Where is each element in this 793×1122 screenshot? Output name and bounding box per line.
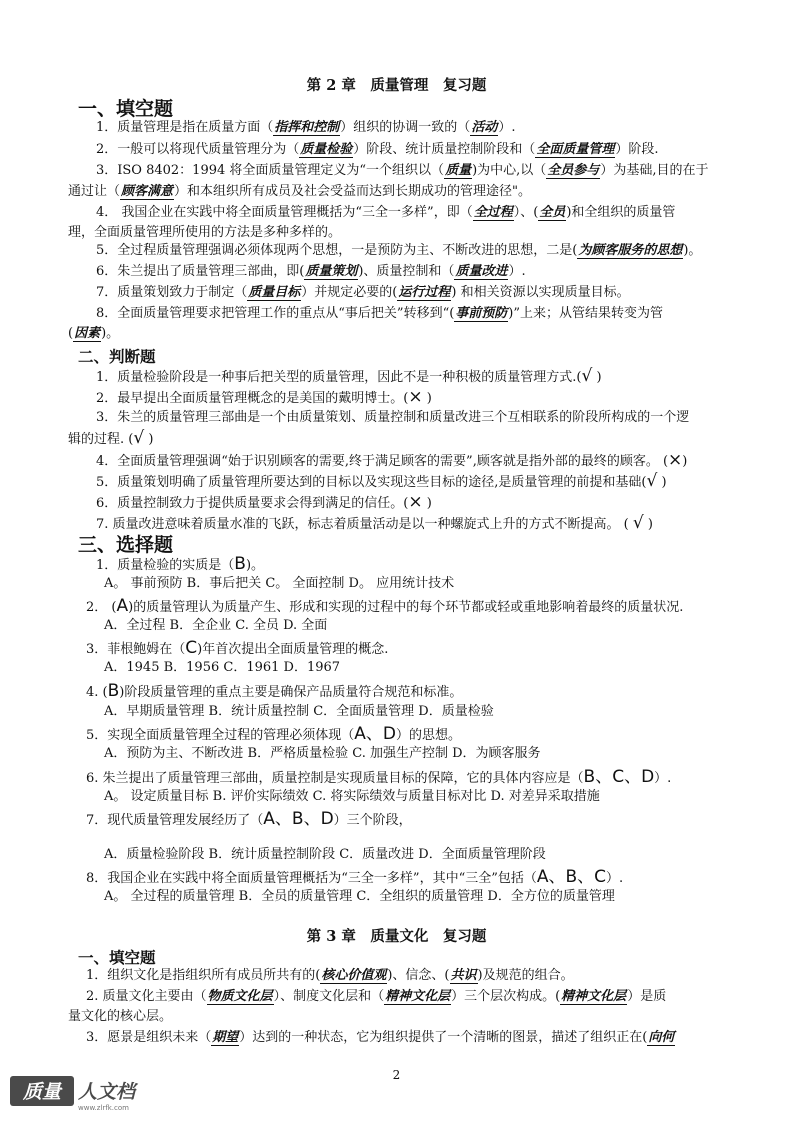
fill-q8-line2: (因素)。 [68,326,120,341]
choice-q2-options: A．全过程 B．全企业 C. 全员 D. 全面 [104,618,328,633]
choice-q1: 1．质量检验的实质是（B)。 [96,554,265,574]
choice-q8: 8．我国企业在实践中将全面质量管理概括为“三全一多样”，其中“三全”包括（A、B、C）. [86,867,624,887]
fill-q4-line2: 理，全面质量管理所使用的方法是多种多样的。 [68,225,342,240]
page-number: 2 [392,1068,401,1082]
section-judge-heading: 二、判断题 [78,347,156,366]
choice-q2: 2． (A)的质量管理认为质量产生、形成和实现的过程中的每个环节都或轻或重地影响着最终的质量状况. [86,596,684,616]
choice-q7-options: A．质量检验阶段 B．统计质量控制阶段 C．质量改进 D．全面质量管理阶段 [104,847,546,862]
judge-q6: 6．质量控制致力于提供质量要求会得到满足的信任。(× ) [96,492,432,512]
fill-q7: 7．质量策划致力于制定（质量目标）并规定必要的(运行过程) 和相关资源以实现质量目标。 [96,285,630,300]
fill-q4-line1: 4． 我国企业在实践中将全面质量管理概括为“三全一多样”，即（全过程）、(全员)和全组织的质量管 [96,205,676,220]
section-fill-heading: 一、填空题 [78,98,174,120]
chapter-3-title: 第 3 章 质量文化 复习题 [306,928,487,945]
judge-q1: 1．质量检验阶段是一种事后把关型的质量管理，因此不是一种积极的质量管理方式.(√ ) [96,366,602,386]
watermark-logo [10,1074,156,1114]
section-choice-heading: 三、选择题 [78,534,174,556]
choice-q3-options: A．1945 B．1956 C．1961 D．1967 [104,660,341,675]
ch3-fill-q2-line1: 2. 质量文化主要由（物质文化层）、制度文化层和（精神文化层）三个层次构成。(精神文化层）是质 [86,989,667,1004]
judge-q7: 7. 质量改进意味着质量水准的飞跃，标志着质量活动是以一种螺旋式上升的方式不断提高。 ( √ ) [96,513,653,533]
choice-q7: 7．现代质量管理发展经历了（A、B、D）三个阶段， [86,809,412,829]
logo-url: www.zlrfk.com [78,1104,129,1112]
judge-q3-line2: 辑的过程. (√ ) [68,428,154,448]
fill-q1: 1．质量管理是指在质量方面（指挥和控制）组织的协调一致的（活动）. [96,120,516,135]
judge-q2: 2．最早提出全面质量管理概念的是美国的戴明博士。(× ) [96,387,432,407]
choice-q1-options: A。 事前预防 B．事后把关 C。 全面控制 D。 应用统计技术 [104,576,455,591]
choice-q8-options: A。 全过程的质量管理 B．全员的质量管理 C．全组织的质量管理 D．全方位的质量管理 [104,889,615,904]
chapter-2-title: 第 2 章 质量管理 复习题 [306,77,487,94]
choice-q5-options: A．预防为主、不断改进 B．严格质量检验 C. 加强生产控制 D．为顾客服务 [104,746,541,761]
choice-q4: 4. (B)阶段质量管理的重点主要是确保产品质量符合规范和标准。 [86,681,463,701]
choice-q3: 3．菲根鲍姆在（C)年首次提出全面质量管理的概念. [86,638,389,658]
ch3-fill-q3: 3．愿景是组织未来（期望）达到的一种状态，它为组织提供了一个清晰的图景，描述了组织正在(向何 [86,1030,675,1045]
choice-q4-options: A．早期质量管理 B．统计质量控制 C．全面质量管理 D．质量检验 [104,704,494,719]
section-fill-heading-ch3: 一、填空题 [78,948,156,967]
fill-q5: 5．全过程质量管理强调必须体现两个思想，一是预防为主、不断改进的思想，二是(为顾客服务的思想)。 [96,243,702,258]
logo-brand-part1: 质量 [22,1081,62,1103]
fill-q2: 2．一般可以将现代质量管理分为（质量检验）阶段、统计质量控制阶段和（全面质量管理）阶段. [96,142,659,157]
ch3-fill-q1: 1．组织文化是指组织所有成员所共有的(核心价值观)、信念、(共识)及规范的组合。 [86,968,574,983]
choice-q6: 6. 朱兰提出了质量管理三部曲，质量控制是实现质量目标的保障，它的具体内容应是（B、C、D）. [86,767,672,787]
judge-q5: 5．质量策划明确了质量管理所要达到的目标以及实现这些目标的途径,是质量管理的前提和基础(√ ) [96,471,667,491]
choice-q5: 5．实现全面质量管理全过程的管理必须体现（A、D）的思想。 [86,724,462,744]
fill-q3-line2: 通过让（顾客满意）和本组织所有成员及社会受益而达到长期成功的管理途径"。 [68,184,532,199]
fill-q3-line1: 3．ISO 8402：1994 将全面质量管理定义为“一个组织以（质量)为中心,以（全员参与）为基础,目的在于 [96,163,709,178]
ch3-fill-q2-line2: 量文化的核心层。 [68,1009,173,1024]
judge-q4: 4．全面质量管理强调“始于识别顾客的需要,终于满足顾客的需要”,顾客就是指外部的最终的顾客。 (×) [96,450,688,470]
logo-brand-part2: 人文档 [78,1081,136,1103]
judge-q3-line1: 3．朱兰的质量管理三部曲是一个由质量策划、质量控制和质量改进三个互相联系的阶段所构成的一个逻 [96,410,690,425]
choice-q6-options: A。 设定质量目标 B. 评价实际绩效 C. 将实际绩效与质量目标对比 D. 对差异采取措施 [104,789,600,804]
fill-q8-line1: 8．全面质量管理要求把管理工作的重点从“事后把关”转移到“(事前预防)”上来；从管结果转变为管 [96,306,664,321]
fill-q6: 6．朱兰提出了质量管理三部曲，即(质量策划)、质量控制和（质量改进）. [96,264,526,279]
